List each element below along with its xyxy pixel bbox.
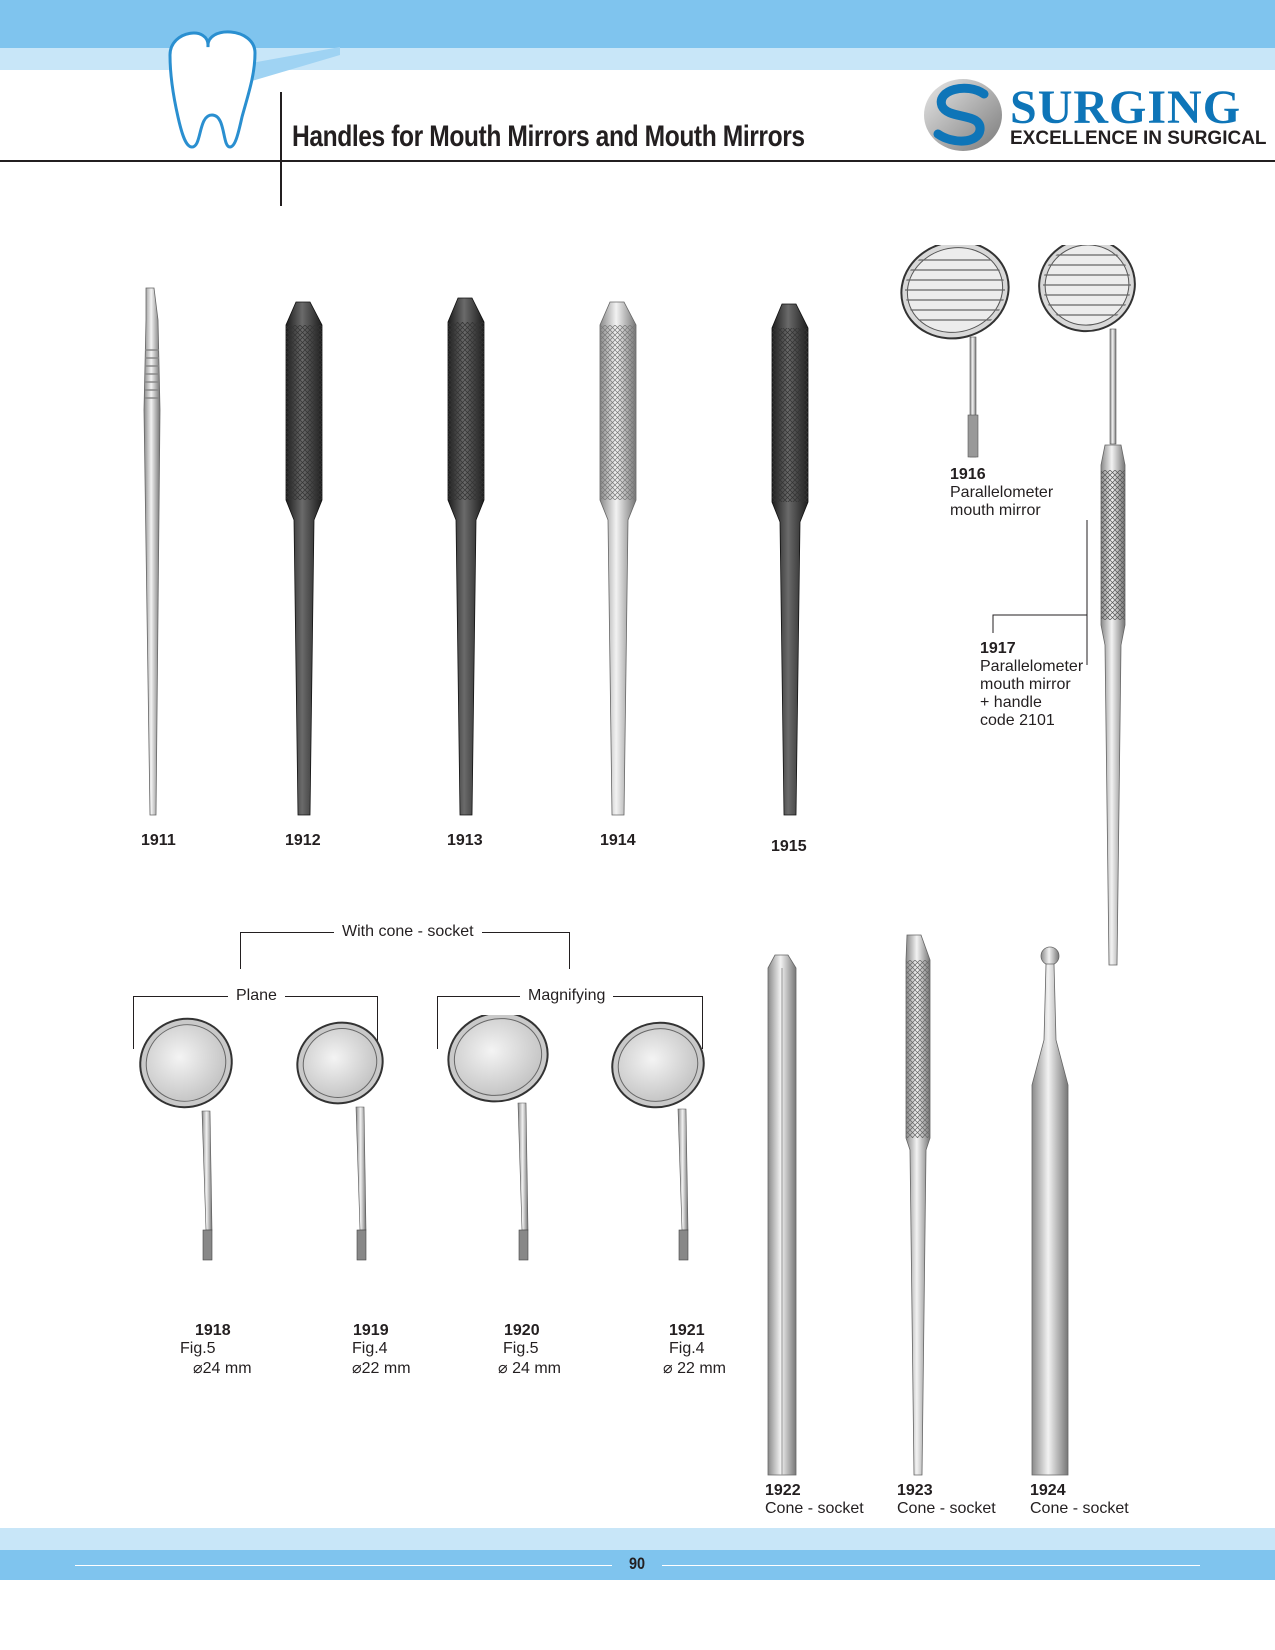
product-code: 1916 bbox=[950, 466, 986, 483]
handle-code: 1914 bbox=[600, 832, 636, 849]
footer-band-light bbox=[0, 1528, 1275, 1550]
mirror-code: 1919 bbox=[353, 1322, 389, 1339]
plane-label: Plane bbox=[228, 987, 285, 1005]
handle-1923 bbox=[906, 935, 930, 1475]
product-desc: mouth mirror bbox=[950, 502, 1041, 519]
cone-handle-desc: Cone - socket bbox=[1030, 1500, 1129, 1517]
mirror-fig: Fig.5 bbox=[180, 1340, 216, 1357]
handle-code: 1913 bbox=[447, 832, 483, 849]
header-rule bbox=[0, 160, 1275, 162]
cone-handle-desc: Cone - socket bbox=[897, 1500, 996, 1517]
mirror-1920 bbox=[438, 1015, 557, 1260]
mirror-size: ⌀ 24 mm bbox=[498, 1360, 561, 1377]
diameter-icon: ⌀ bbox=[352, 1360, 362, 1377]
mirror-size: ⌀22 mm bbox=[352, 1360, 411, 1377]
logo-tagline: EXCELLENCE IN SURGICAL bbox=[1010, 128, 1267, 149]
cone-handle-desc: Cone - socket bbox=[765, 1500, 864, 1517]
product-desc: Parallelometer bbox=[980, 658, 1084, 675]
product-desc: Parallelometer bbox=[950, 484, 1054, 501]
handle-code: 1912 bbox=[285, 832, 321, 849]
product-desc: code 2101 bbox=[980, 712, 1055, 729]
handle-1911 bbox=[144, 288, 160, 815]
diameter-icon: ⌀ bbox=[193, 1360, 203, 1377]
handle-1915 bbox=[772, 304, 808, 815]
page-title: Handles for Mouth Mirrors and Mouth Mirrors bbox=[292, 120, 805, 153]
product-desc: + handle bbox=[980, 694, 1042, 711]
magnifying-label: Magnifying bbox=[520, 987, 613, 1005]
handle-code: 1915 bbox=[771, 838, 807, 855]
mirror-fig: Fig.4 bbox=[669, 1340, 705, 1357]
mirror-1921 bbox=[603, 1015, 714, 1260]
handle-1914 bbox=[600, 302, 636, 815]
surging-logo-icon bbox=[922, 76, 1004, 154]
mirror-1916 bbox=[895, 245, 1020, 457]
mirror-size: ⌀ 22 mm bbox=[663, 1360, 726, 1377]
cone-handles-illustration bbox=[750, 930, 1090, 1480]
mirrors-illustration bbox=[130, 1015, 720, 1315]
mirror-fig: Fig.4 bbox=[352, 1340, 388, 1357]
cone-handle-code: 1922 bbox=[765, 1482, 801, 1499]
cone-socket-label: With cone - socket bbox=[334, 923, 482, 941]
mirror-1918 bbox=[130, 1015, 244, 1260]
product-code: 1917 bbox=[980, 640, 1016, 657]
mirror-code: 1920 bbox=[504, 1322, 540, 1339]
handle-1912 bbox=[286, 302, 322, 815]
handle-1913 bbox=[448, 298, 484, 815]
handles-illustration bbox=[120, 280, 820, 820]
diameter-icon: ⌀ bbox=[498, 1360, 508, 1377]
diameter-icon: ⌀ bbox=[663, 1360, 673, 1377]
handle-1924 bbox=[1032, 947, 1068, 1475]
mirror-code: 1921 bbox=[669, 1322, 705, 1339]
cone-handle-code: 1923 bbox=[897, 1482, 933, 1499]
logo-wordmark: SURGING bbox=[1010, 81, 1242, 134]
product-desc: mouth mirror bbox=[980, 676, 1071, 693]
mirror-size: ⌀24 mm bbox=[193, 1360, 252, 1377]
mirror-code: 1918 bbox=[195, 1322, 231, 1339]
handle-code: 1911 bbox=[141, 832, 176, 849]
page-number: 90 bbox=[628, 1554, 646, 1573]
mirror-fig: Fig.5 bbox=[503, 1340, 539, 1357]
mirror-1919 bbox=[286, 1015, 394, 1260]
cone-handle-code: 1924 bbox=[1030, 1482, 1066, 1499]
handle-1922 bbox=[768, 955, 796, 1475]
parallelometer-illustration bbox=[895, 245, 1155, 975]
